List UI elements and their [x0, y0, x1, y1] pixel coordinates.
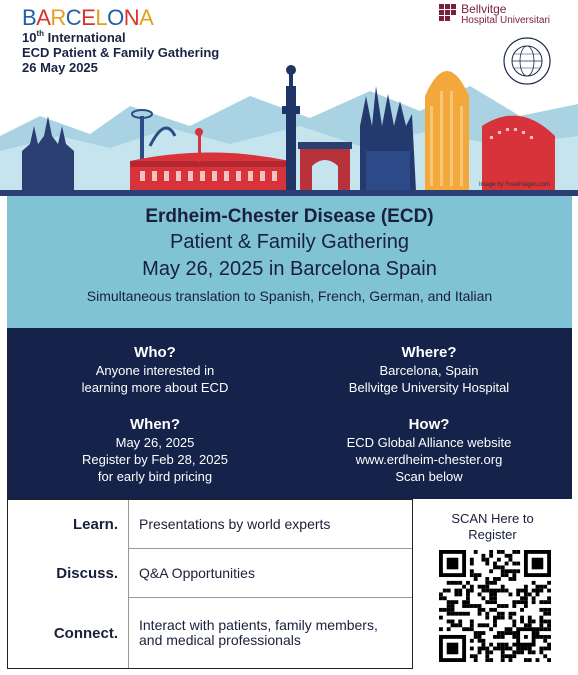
when-line-2: Register by Feb 28, 2025 [82, 452, 228, 467]
who-line-1: Anyone interested in [95, 363, 215, 378]
city-letter: R [50, 5, 66, 30]
city-letter: L [95, 5, 108, 30]
who-line-2: learning more about ECD [81, 380, 229, 395]
row-key-discuss: Discuss. [56, 564, 118, 582]
highlights-table [7, 499, 413, 669]
table-row [8, 598, 412, 668]
row-value-discuss: Q&A Opportunities [128, 549, 412, 597]
who-heading: Who? [134, 344, 176, 361]
event-banner [7, 196, 572, 328]
row-value-learn: Presentations by world experts [128, 500, 412, 548]
hospital-logo [439, 4, 550, 26]
event-line: ECD Patient & Family Gathering [22, 45, 220, 60]
table-row [8, 500, 412, 548]
city-letter: A [139, 5, 154, 30]
barcelona-logo [22, 6, 219, 30]
qr-label [413, 511, 572, 543]
hospital-name: Bellvitge [461, 2, 507, 16]
city-letter: O [107, 5, 124, 30]
barcelona-skyline-illustration [0, 56, 578, 196]
how-section [299, 416, 559, 485]
image-credit: Image by Freeimages.com [478, 182, 550, 188]
how-line-1: ECD Global Alliance website [346, 435, 512, 450]
hospital-sub: Hospital Universitari [461, 15, 550, 26]
edition-line: 10th International [22, 29, 126, 45]
row-key-learn: Learn. [72, 515, 118, 533]
hospital-emblem-icon [439, 4, 457, 22]
table-row [8, 549, 412, 597]
city-letter: N [123, 5, 140, 30]
qr-label-line-2: Register [468, 527, 517, 542]
how-line-3: Scan below [395, 469, 463, 484]
where-heading: Where? [401, 344, 457, 361]
where-line-2: Bellvitge University Hospital [348, 380, 510, 395]
event-date-place: May 26, 2025 in Barcelona Spain [142, 258, 437, 280]
when-line-3: for early bird pricing [97, 469, 213, 484]
qr-register-box [413, 499, 572, 669]
where-section [299, 344, 559, 396]
translation-note: Simultaneous translation to Spanish, French, German, and Italian [86, 288, 493, 304]
event-subtitle: Patient & Family Gathering [170, 231, 409, 253]
qr-code-icon[interactable] [439, 550, 551, 662]
event-date: 26 May 2025 [22, 60, 98, 75]
when-line-1: May 26, 2025 [115, 435, 195, 450]
how-heading: How? [408, 416, 450, 433]
city-letter: E [81, 5, 96, 30]
who-section [25, 344, 285, 396]
city-letter: C [65, 5, 82, 30]
when-heading: When? [130, 416, 180, 433]
where-line-1: Barcelona, Spain [379, 363, 479, 378]
when-section [25, 416, 285, 485]
city-letter: A [36, 5, 51, 30]
row-value-connect: Interact with patients, family members, and medical professionals [128, 598, 412, 668]
event-title: Erdheim-Chester Disease (ECD) [145, 206, 434, 227]
row-key-connect: Connect. [53, 624, 118, 642]
city-letter: B [22, 5, 37, 30]
event-info-panel [7, 328, 572, 499]
website-link[interactable]: www.erdheim-chester.org [355, 452, 503, 467]
qr-label-line-1: SCAN Here to [451, 511, 534, 526]
